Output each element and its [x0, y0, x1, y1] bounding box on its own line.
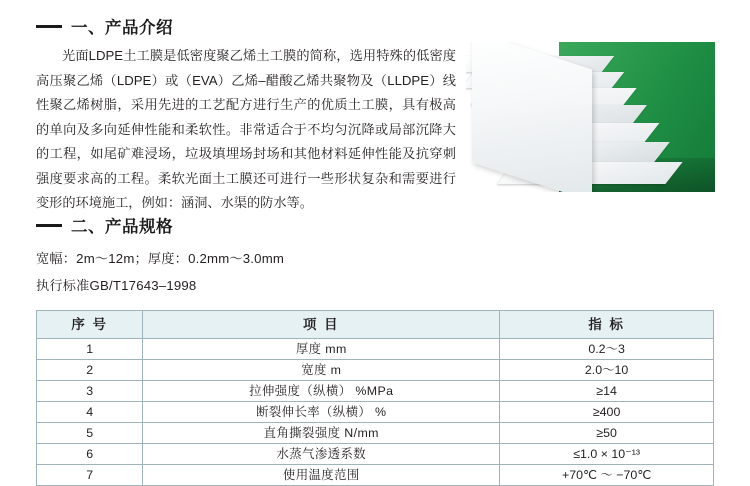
cell-item: 断裂伸长率（纵横） %	[143, 402, 500, 423]
cell-index: ≥400	[500, 402, 714, 423]
product-photo	[466, 42, 715, 192]
cell-index: +70℃ ～ −70℃	[500, 465, 714, 486]
table-row	[37, 465, 714, 486]
heading-rule-icon	[36, 224, 62, 227]
cell-index: 2.0～10	[500, 360, 714, 381]
cell-index: ≤1.0 × 10⁻¹³	[500, 444, 714, 465]
table-head	[37, 311, 714, 339]
table-row	[37, 381, 714, 402]
cell-item: 直角撕裂强度 N/mm	[143, 423, 500, 444]
table-column-header-index: 指 标	[500, 311, 714, 339]
cell-index: ≥50	[500, 423, 714, 444]
cell-item: 使用温度范围	[143, 465, 500, 486]
product-intro-paragraph: 光面LDPE土工膜是低密度聚乙烯土工膜的简称，选用特殊的低密度高压聚乙烯（LDPE）或（EVA）乙烯–醋酸乙烯共聚物及（LLDPE）线性聚乙烯树脂，采用先进的工艺配方进行生产的优质土工膜，具有极高的单向及多向延伸性能和柔软性。非常适合于不均匀沉降或局部沉降大的工程，如尾矿难浸场，垃圾填埋场封场和其他材料延伸性能及抗穿刺强度要求高的工程。柔软光面土工膜还可进行一些形状复杂和需要进行变形的环境施工，例如：涵洞、水渠的防水等。	[36, 48, 456, 210]
section-heading-1-label: 一、产品介绍	[71, 19, 173, 37]
cell-index: ≥14	[500, 381, 714, 402]
cell-no: 3	[37, 381, 143, 402]
cell-no: 6	[37, 444, 143, 465]
cell-item: 宽度 m	[143, 360, 500, 381]
section-heading-2-label: 二、产品规格	[71, 218, 173, 236]
spec-standard-line: 执行标准GB/T17643–1998	[36, 278, 197, 293]
section-heading-product-specs	[36, 213, 173, 237]
cell-item: 水蒸气渗透系数	[143, 444, 500, 465]
cell-no: 2	[37, 360, 143, 381]
cell-no: 7	[37, 465, 143, 486]
table-row	[37, 339, 714, 360]
photo-sheet-front	[472, 42, 592, 192]
table-row	[37, 423, 714, 444]
cell-index: 0.2～3	[500, 339, 714, 360]
cell-no: 4	[37, 402, 143, 423]
table-column-header-item: 项 目	[143, 311, 500, 339]
specification-table	[36, 310, 714, 486]
table-header-row	[37, 311, 714, 339]
section-heading-product-intro	[36, 14, 173, 38]
table-column-header-no: 序 号	[37, 311, 143, 339]
cell-item: 拉伸强度（纵横） %MPa	[143, 381, 500, 402]
table-row	[37, 360, 714, 381]
table-body	[37, 339, 714, 486]
table-row	[37, 444, 714, 465]
cell-no: 5	[37, 423, 143, 444]
spec-dimensions-line: 宽幅：2m～12m；厚度：0.2mm～3.0mm	[36, 251, 285, 266]
cell-no: 1	[37, 339, 143, 360]
heading-rule-icon	[36, 25, 62, 28]
table-row	[37, 402, 714, 423]
cell-item: 厚度 mm	[143, 339, 500, 360]
